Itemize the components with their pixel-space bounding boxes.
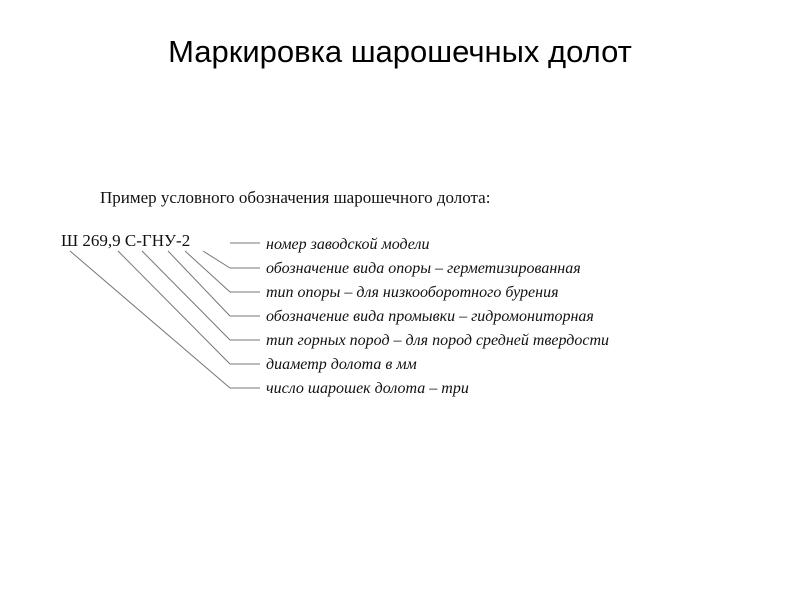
leader-line-7-diagonal	[70, 251, 230, 388]
leader-line-2-diagonal	[203, 251, 230, 268]
diagram-heading: Пример условного обозначения шарошечного долота:	[100, 188, 491, 207]
leader-line-5-diagonal	[142, 251, 230, 340]
item-support-type: тип опоры – для низкооборотного бурения	[266, 284, 559, 301]
item-diameter: диаметр долота в мм	[266, 356, 417, 373]
bit-code: Ш 269,9 С-ГНУ-2	[61, 231, 191, 250]
item-support-seal: обозначение вида опоры – герметизированная	[266, 260, 581, 277]
item-cone-count: число шарошек долота – три	[266, 380, 469, 397]
slide-title: Маркировка шарошечных долот	[168, 34, 632, 69]
item-model-number: номер заводской модели	[266, 236, 430, 253]
item-rock-type: тип горных пород – для пород средней твердости	[266, 332, 610, 349]
leader-lines	[70, 243, 260, 388]
leader-line-3-diagonal	[185, 251, 230, 292]
item-flushing-type: обозначение вида промывки – гидромониторная	[266, 308, 594, 325]
item-list	[266, 236, 609, 397]
leader-line-6-diagonal	[118, 251, 230, 364]
